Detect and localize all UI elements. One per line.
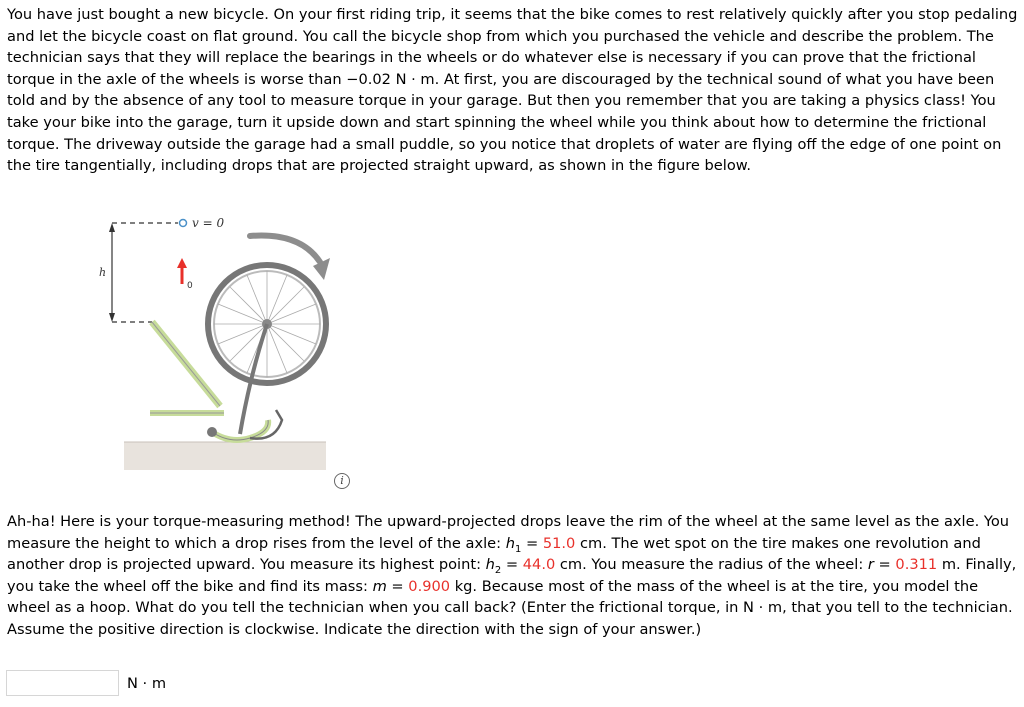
drop-top: [180, 220, 187, 227]
label-h: h: [99, 266, 107, 279]
p2-text-5: kg. Because most of the mass of the wheel is at the tire, you model the wheel as a hoop. What do you tell the technician when you call back? (Enter the frictional torque, in N · m, that you tell to the technician. Assume the positive direction is clockwise. Indicate the direction with the sign of your answer.): [7, 577, 1013, 638]
m-symbol: m: [372, 577, 387, 595]
h1-value: 51.0: [542, 534, 576, 552]
answer-unit: N · m: [127, 675, 167, 692]
bicycle-wheel-diagram: [100, 206, 340, 476]
label-v-zero: v = 0: [192, 216, 225, 230]
h2-equals: =: [501, 556, 523, 574]
problem-question: [7, 511, 1019, 641]
r-value: 0.311: [895, 556, 938, 574]
p2-text-4: m. Finally, you take the wheel off the bike and find its mass:: [7, 556, 1017, 595]
bicycle-figure: [100, 206, 340, 476]
p2-text-1: Ah-ha! Here is your torque-measuring method! The upward-projected drops leave the rim of the wheel at the same level as the axle. You measure the height to which a drop rises from the level of the axle:: [7, 513, 1010, 552]
h2-subscript: 2: [494, 565, 502, 577]
label-v0-sub: 0: [187, 281, 193, 291]
m-value: 0.900: [408, 577, 451, 595]
h1-subscript: 1: [514, 543, 522, 555]
h1-symbol: h: [505, 534, 515, 552]
h1-equals: =: [521, 534, 543, 552]
h2-value: 44.0: [522, 556, 556, 574]
p2-text-3: cm. You measure the radius of the wheel:: [555, 556, 868, 574]
p2-text-2: cm. The wet spot on the tire makes one revolution and another drop is projected upward. You measure its highest point:: [7, 534, 981, 574]
height-arrow-up: [109, 223, 115, 232]
ground: [124, 442, 326, 470]
handlebar-grip: [207, 427, 217, 437]
problem-intro: You have just bought a new bicycle. On your first riding trip, it seems that the bike comes to rest relatively quickly after you stop pedaling and let the bicycle coast on flat ground. You call the bicycle shop from which you purchased the vehicle and describe the problem. The technician says that they will replace the bearings in the wheels or do whatever else is necessary if you can prove that the frictional torque in the axle of the wheels is worse than −0.02 N · m. At first, you are discouraged by the technical sound of what you have been told and by the absence of any tool to measure torque in your garage. But then you remember that you are taking a physics class! You take your bike into the garage, turn it upside down and start spinning the wheel while you think about how to determine the frictional torque. The driveway outside the garage had a small puddle, so you notice that droplets of water are flying off the edge of one point on the tire tangentially, including drops that are projected straight upward, as shown in the figure below.: [7, 6, 1018, 175]
height-arrow-down: [109, 313, 115, 322]
velocity-arrow-head: [177, 258, 187, 268]
h2-symbol: h: [485, 556, 495, 574]
info-icon[interactable]: i: [334, 473, 350, 489]
m-equals: =: [386, 577, 409, 595]
torque-answer-input[interactable]: [6, 670, 119, 696]
r-symbol: r: [867, 556, 874, 574]
rotation-arrow: [250, 236, 320, 262]
r-equals: =: [873, 556, 896, 574]
